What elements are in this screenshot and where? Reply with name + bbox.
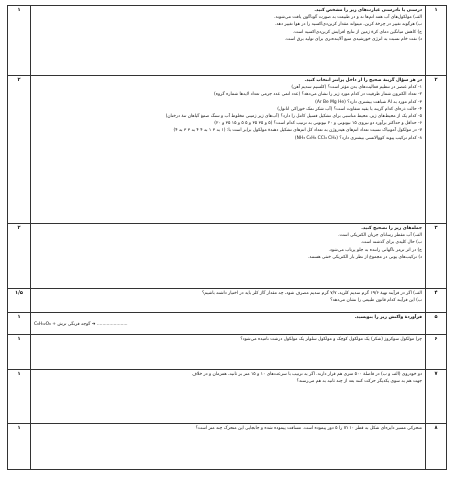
reaction-equation: C₆H₁₂O₆ + گوجه فرنگی ترش ➔ ......................: [34, 322, 128, 328]
question-score: ۱/۵: [8, 289, 31, 313]
question-line: دو خودروی (الف و ب) در فاصلهٔ ۵۰۰ متری هم قرار دارند. اگر به ترتیب با سرعت‌های ۱۰ و ۱۵ متر بر ثانیه، همزمان و در خلاف: [192, 372, 422, 377]
question-line: ۴- حالت ذره‌ای کدام گزینه با بقیه متفاوت است؟ (آب شکر نمک خوراکی اتانول): [277, 106, 422, 112]
question-title: جمله‌های زیر را تصحیح کنید.: [361, 226, 422, 231]
question-title: در هر سؤال گزینهٔ صحیح را از داخل پرانتز انتخاب کنید.: [304, 78, 422, 83]
question-score: ۱: [8, 370, 31, 424]
question-number: ۲: [426, 76, 447, 224]
question-line: ب) هرگونه تغییر در چرخهٔ کربن، میتواند مقدار کربن‌دی‌اکسید را در هوا تغییر دهد.: [274, 22, 422, 28]
question-number: ۳: [426, 224, 447, 289]
question-title: فرآوردهٔ واکنش زیر را بنویسید.: [354, 315, 422, 320]
exam-table: [7, 5, 447, 470]
question-line: ۶- حداقل و حداکثر برآورد دو نیروی ۱۵ نیوتونی و ۲۰ نیوتونی به ترتیب کدام است؟ (۵ و ۳۵ ۳۵ و ۵ ۵ و ۱۵ ۳۵ و ۲۰): [214, 121, 422, 127]
question-body: [31, 76, 426, 224]
question-line: د) نفت خام نسبت به انرژی خورشیدی منبع آلاینده‌تری برای تولید برق است.: [284, 36, 422, 42]
question-score: ۲: [8, 224, 31, 289]
question-body: [31, 289, 426, 313]
question-row: [8, 6, 447, 76]
question-line: ۱- کدام عنصر در تنظیم فعالیت‌های بدن مؤثر است؟ (کلسیم سدیم آهن): [291, 85, 422, 91]
question-body: [31, 424, 426, 470]
question-line: ج) کاهش میانگین دمای کرهٔ زمین از نتایج افزایش کربن‌دی‌اکسید است.: [292, 29, 422, 35]
question-line: چرا مولکول سوکروز (شکر) یک مولکول کوچک و مولکول سلولز یک مولکول درشت نامیده می‌شود؟: [240, 337, 422, 342]
question-body: [31, 313, 426, 335]
question-number: ۷: [426, 370, 447, 424]
question-line: ۲- تعداد الکترون شمار ظرفیت در کدام مورد زیر را نشان می‌دهد؟ (عدد اتمی عدد جرمی تعداد لایه‌ها شماره گروه): [214, 92, 422, 98]
question-line: الف) آب مقطر رسانای جریان الکتریکی است.: [338, 233, 422, 239]
question-body: [31, 335, 426, 370]
question-body: [31, 224, 426, 289]
question-line: ج) در اثر ترمز ناگهانی راننده به جلو پرتاب می‌شود.: [328, 247, 422, 253]
question-score: ۱: [8, 335, 31, 370]
question-number: ۶: [426, 335, 447, 370]
question-row: [8, 313, 447, 335]
question-line: جهت هم به سوی یکدیگر حرکت کنند بعد از چند ثانیه به هم می‌رسند؟: [296, 379, 422, 385]
question-line: ۷- در مولکول آمونیاک نسبت تعداد اتم‌های هیدروژن به تعداد کل اتم‌های تشکیل دهندهٔ مولکول برابر است با: (۱ به ۳ ۱ به ۴ ۴ به ۳ ۳ به ۴): [173, 128, 422, 134]
question-line: الف) مولکول‌های آب همه اتم‌ها ند و در طبیعت به صورت گوناگون یافت می‌شوند.: [274, 15, 422, 21]
question-title: درستی یا نادرستی عبارت‌های زیر را مشخص کنید.: [314, 8, 422, 13]
question-number: ۸: [426, 424, 447, 470]
question-row: [8, 335, 447, 370]
question-line: ۸- کدام ترکیب پیوند کووالانسی بیشتری دارد؟ (NH₃ C₂H₆ CCl₄ CH₄): [294, 135, 422, 141]
question-score: ۱: [8, 424, 31, 470]
question-row: [8, 76, 447, 224]
question-score: ۱: [8, 6, 31, 76]
question-line: متحرکی مسیر دایره‌ای شکل به قطر ۱۰ m را ۵ دور پیموده است. مسافت پیموده شده و جابجایی این متحرک چند متر است؟: [195, 426, 422, 431]
question-line: الف) اگر در فرآیند تهیهٔ ۱۹/۶ گرم سدیم کلرید، ۷/۷ گرم سدیم مصرف شود، چه مقدار گاز کلر باید در اختیار داشته باشیم؟: [201, 291, 422, 296]
question-score: ۱: [8, 313, 31, 335]
question-line: ۵- کدام یک از محیط‌های زیر، محیط مناسبی برای تشکیل فسیل کامل را دارد؟ (آب‌های زیر زمینی مخلوط آب و سنگ صمغ گیاهان تنهٔ درختان): [165, 114, 422, 120]
question-number: ۴: [426, 289, 447, 313]
question-row: [8, 370, 447, 424]
question-row: [8, 224, 447, 289]
question-line: ب) حال کلیدی برای گذشته است.: [360, 240, 422, 246]
question-number: ۱: [426, 6, 447, 76]
question-body: [31, 6, 426, 76]
question-row: [8, 424, 447, 470]
question-line: د) ترکیب‌های یونی در مجموع از نظر بار الکتریکی خنثی هستند.: [307, 254, 422, 260]
question-line: ۳- کدام مورد به Al شباهت بیشتری دارد؟ (Ar Be Mg He): [315, 99, 422, 105]
question-body: [31, 370, 426, 424]
question-row: [8, 289, 447, 313]
question-number: ۵: [426, 313, 447, 335]
question-line: ب) این فرآیند کدام قانون طبیعی را نشان می‌دهد؟: [330, 298, 422, 304]
question-score: ۲: [8, 76, 31, 224]
